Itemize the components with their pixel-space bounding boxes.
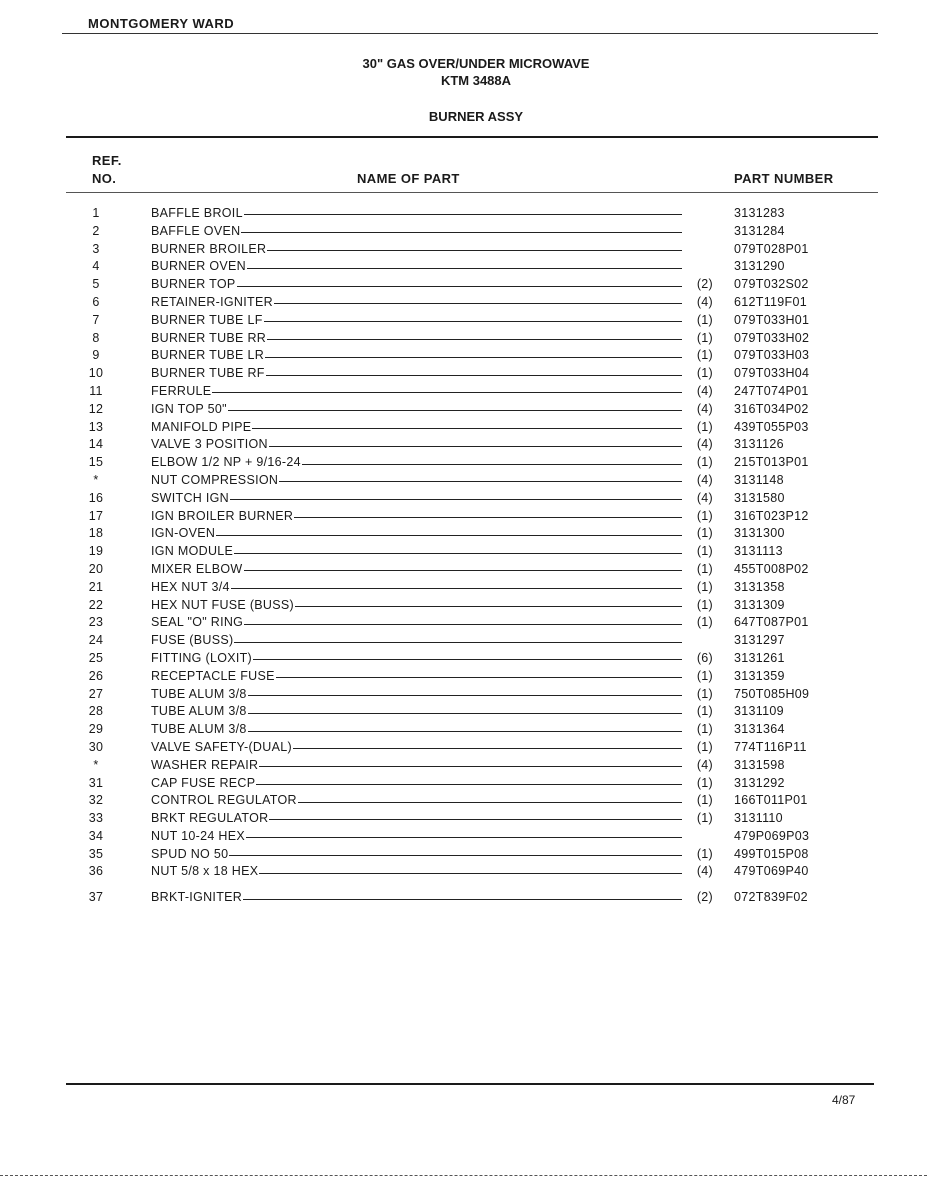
- part-name-cell: [151, 739, 713, 757]
- part-name-cell: [151, 792, 713, 810]
- leader-line: [269, 446, 682, 447]
- ref-number: 1: [92, 206, 100, 220]
- table-row: [0, 668, 927, 686]
- ref-number: 11: [89, 383, 103, 398]
- ref-number: 27: [88, 686, 104, 701]
- part-name-cell: [151, 889, 713, 907]
- table-row: [0, 454, 927, 472]
- column-header-part-number: PART NUMBER: [734, 171, 834, 186]
- part-name: RECEPTACLE FUSE: [151, 668, 275, 683]
- leader-line: [248, 695, 682, 696]
- table-top-rule: [66, 136, 878, 138]
- part-name-cell: [151, 775, 713, 793]
- table-row: [0, 258, 927, 276]
- part-name-cell: [151, 597, 713, 615]
- table-row: [0, 757, 927, 775]
- table-row: [0, 686, 927, 704]
- table-row: [0, 632, 927, 650]
- part-number: 3131283: [734, 206, 785, 220]
- ref-number: 34: [88, 828, 104, 843]
- table-row: [0, 703, 927, 721]
- quantity: (4): [696, 490, 713, 505]
- leader-line: [264, 321, 682, 322]
- quantity: (1): [696, 561, 713, 576]
- leader-line: [241, 232, 682, 233]
- leader-line: [295, 606, 682, 607]
- part-name-cell: [151, 312, 713, 330]
- table-row: [0, 561, 927, 579]
- quantity: (1): [696, 597, 713, 612]
- leader-line: [246, 837, 682, 838]
- table-row: [0, 312, 927, 330]
- ref-number: 15: [88, 455, 104, 470]
- quantity: (4): [696, 864, 713, 879]
- part-number: 3131358: [734, 579, 785, 594]
- part-number: 3131300: [734, 526, 785, 541]
- part-number: 3131364: [734, 722, 785, 737]
- part-number: 3131126: [734, 437, 784, 452]
- part-number: 079T033H04: [734, 366, 810, 381]
- part-number: 247T074P01: [734, 383, 809, 398]
- leader-line: [265, 357, 682, 358]
- page-edge-rule: [0, 1175, 927, 1176]
- part-number: 072T839F02: [734, 890, 808, 905]
- part-number: 079T032S02: [734, 277, 809, 292]
- part-name: FUSE (BUSS): [151, 633, 234, 648]
- part-name-cell: [151, 241, 713, 259]
- leader-line: [274, 303, 682, 304]
- quantity: (1): [696, 366, 713, 381]
- ref-number: 4: [92, 259, 100, 274]
- part-name-cell: [151, 508, 713, 526]
- leader-line: [248, 713, 682, 714]
- part-name: BURNER BROILER: [151, 241, 267, 256]
- ref-number: 22: [88, 597, 104, 612]
- part-name: IGN BROILER BURNER: [151, 508, 294, 523]
- table-row: [0, 383, 927, 401]
- part-name-cell: [151, 294, 713, 312]
- quantity: (1): [696, 348, 713, 363]
- section-title: BURNER ASSY: [428, 109, 524, 124]
- part-name-cell: [151, 668, 713, 686]
- part-name: BURNER TUBE RR: [151, 330, 267, 345]
- part-name-cell: [151, 579, 713, 597]
- part-number: 750T085H09: [734, 686, 810, 701]
- table-row: [0, 508, 927, 526]
- table-row: [0, 205, 927, 223]
- part-name-cell: [151, 810, 713, 828]
- column-header-ref-line1: REF.: [92, 153, 122, 168]
- table-row: [0, 889, 927, 907]
- part-name-cell: [151, 347, 713, 365]
- table-row: [0, 810, 927, 828]
- part-name: BURNER OVEN: [151, 259, 246, 274]
- table-row: [0, 525, 927, 543]
- table-row: [0, 792, 927, 810]
- quantity: (1): [696, 312, 713, 327]
- brand-name: MONTGOMERY WARD: [88, 16, 235, 31]
- leader-line: [247, 268, 682, 269]
- ref-number: 30: [88, 739, 104, 754]
- part-number: 499T015P08: [734, 846, 809, 861]
- ref-number: 7: [92, 312, 100, 327]
- quantity: (1): [696, 739, 713, 754]
- part-name-cell: [151, 721, 713, 739]
- ref-number: 29: [88, 722, 104, 737]
- leader-line: [279, 481, 682, 482]
- part-number: 647T087P01: [734, 615, 809, 630]
- leader-line: [228, 410, 682, 411]
- part-name-cell: [151, 703, 713, 721]
- part-name-cell: [151, 472, 713, 490]
- ref-number: 5: [92, 277, 100, 292]
- quantity: (2): [696, 890, 713, 905]
- leader-line: [256, 784, 682, 785]
- part-name: TUBE ALUM 3/8: [151, 704, 247, 719]
- quantity: (4): [696, 294, 713, 309]
- part-number: 439T055P03: [734, 419, 809, 434]
- leader-line: [248, 731, 682, 732]
- leader-line: [230, 499, 682, 500]
- part-name: HEX NUT FUSE (BUSS): [151, 597, 294, 612]
- part-number: 3131284: [734, 223, 785, 238]
- quantity: (4): [696, 383, 713, 398]
- table-row: [0, 436, 927, 454]
- part-name-cell: [151, 650, 713, 668]
- quantity: (1): [696, 793, 713, 808]
- table-row: [0, 650, 927, 668]
- ref-number: 10: [88, 366, 104, 381]
- ref-number: 28: [88, 704, 104, 719]
- ref-number: 33: [88, 811, 104, 826]
- part-name-cell: [151, 757, 713, 775]
- part-name: IGN MODULE: [151, 544, 234, 559]
- table-row: [0, 597, 927, 615]
- table-row: [0, 739, 927, 757]
- part-name: IGN-OVEN: [151, 526, 216, 541]
- part-name: BRKT REGULATOR: [151, 811, 269, 826]
- ref-number: *: [93, 757, 99, 772]
- part-name: TUBE ALUM 3/8: [151, 722, 247, 737]
- quantity: (1): [696, 704, 713, 719]
- part-number: 479P069P03: [734, 828, 810, 843]
- leader-line: [302, 464, 682, 465]
- part-number: 455T008P02: [734, 561, 809, 576]
- leader-line: [244, 624, 682, 625]
- table-row: [0, 347, 927, 365]
- leader-line: [267, 250, 682, 251]
- table-row: [0, 490, 927, 508]
- part-number: 3131110: [734, 811, 783, 826]
- part-number: 3131598: [734, 757, 785, 772]
- part-name: NUT COMPRESSION: [151, 472, 279, 487]
- leader-line: [237, 286, 682, 287]
- column-header-name: NAME OF PART: [357, 171, 460, 186]
- ref-number: 36: [88, 864, 104, 879]
- part-name-cell: [151, 276, 713, 294]
- part-number: 3131109: [734, 704, 784, 719]
- leader-line: [269, 819, 682, 820]
- quantity: (1): [696, 419, 713, 434]
- part-number: 079T033H01: [734, 312, 810, 327]
- part-number: 774T116P11: [734, 739, 807, 754]
- ref-number: 17: [88, 508, 104, 523]
- part-name-cell: [151, 419, 713, 437]
- quantity: (4): [696, 472, 713, 487]
- ref-number: 35: [88, 846, 104, 861]
- part-name: VALVE SAFETY-(DUAL): [151, 739, 292, 754]
- quantity: (1): [696, 579, 713, 594]
- quantity: (4): [696, 757, 713, 772]
- part-name: BAFFLE OVEN: [151, 223, 241, 238]
- part-name-cell: [151, 383, 713, 401]
- quantity: (1): [696, 846, 713, 861]
- part-name: FITTING (LOXIT): [151, 650, 253, 665]
- quantity: (1): [696, 615, 713, 630]
- table-row: [0, 828, 927, 846]
- part-number: 079T033H02: [734, 330, 810, 345]
- ref-number: 24: [88, 633, 104, 648]
- ref-number: 2: [92, 223, 100, 238]
- part-name: BURNER TOP: [151, 277, 236, 292]
- table-row: [0, 614, 927, 632]
- quantity: (4): [696, 401, 713, 416]
- document-title: 30" GAS OVER/UNDER MICROWAVE: [362, 56, 590, 71]
- table-row: [0, 276, 927, 294]
- leader-line: [234, 642, 682, 643]
- ref-number: 9: [92, 348, 100, 363]
- leader-line: [253, 659, 682, 660]
- leader-line: [244, 570, 682, 571]
- table-row: [0, 543, 927, 561]
- leader-line: [298, 802, 682, 803]
- part-number: 3131580: [734, 490, 785, 505]
- ref-number: 16: [88, 490, 104, 505]
- part-name-cell: [151, 490, 713, 508]
- part-name: MANIFOLD PIPE: [151, 419, 252, 434]
- ref-number: 37: [88, 890, 104, 905]
- leader-line: [259, 873, 682, 874]
- part-name-cell: [151, 828, 713, 846]
- part-number: 3131113: [734, 544, 783, 559]
- part-name: BURNER TUBE RF: [151, 366, 265, 381]
- ref-number: *: [93, 472, 99, 487]
- part-name: SWITCH IGN: [151, 490, 229, 505]
- leader-line: [244, 214, 682, 215]
- table-row: [0, 846, 927, 864]
- part-name-cell: [151, 686, 713, 704]
- part-name: BURNER TUBE LR: [151, 348, 265, 363]
- ref-number: 23: [88, 615, 104, 630]
- quantity: (1): [696, 775, 713, 790]
- leader-line: [252, 428, 682, 429]
- part-name-cell: [151, 223, 713, 241]
- part-name-cell: [151, 632, 713, 650]
- part-name: MIXER ELBOW: [151, 561, 243, 576]
- ref-number: 3: [92, 241, 100, 256]
- part-name-cell: [151, 525, 713, 543]
- part-name: SEAL "O" RING: [151, 615, 244, 630]
- footer-rule: [66, 1083, 874, 1085]
- table-row: [0, 721, 927, 739]
- part-name: FERRULE: [151, 383, 212, 398]
- part-name-cell: [151, 543, 713, 561]
- ref-number: 8: [92, 330, 100, 345]
- leader-line: [231, 588, 682, 589]
- part-number: 479T069P40: [734, 864, 809, 879]
- quantity: (2): [696, 277, 713, 292]
- quantity: (4): [696, 437, 713, 452]
- quantity: (1): [696, 668, 713, 683]
- ref-number: 31: [88, 775, 104, 790]
- ref-number: 12: [88, 401, 104, 416]
- leader-line: [294, 517, 682, 518]
- part-name-cell: [151, 614, 713, 632]
- part-name: HEX NUT 3/4: [151, 579, 230, 594]
- table-row: [0, 330, 927, 348]
- part-name-cell: [151, 258, 713, 276]
- model-number: KTM 3488A: [440, 73, 512, 88]
- part-number: 3131148: [734, 472, 784, 487]
- ref-number: 26: [88, 668, 104, 683]
- quantity: (6): [696, 650, 713, 665]
- table-header-rule: [66, 192, 878, 193]
- leader-line: [266, 375, 682, 376]
- table-row: [0, 472, 927, 490]
- leader-line: [293, 748, 682, 749]
- part-number: 3131309: [734, 597, 785, 612]
- ref-number: 18: [88, 526, 104, 541]
- part-number: 079T028P01: [734, 241, 809, 256]
- parts-list: [0, 205, 927, 907]
- part-name-cell: [151, 205, 713, 223]
- part-name: BURNER TUBE LF: [151, 312, 263, 327]
- column-header-ref-line2: NO.: [92, 171, 117, 186]
- part-name: BAFFLE BROIL: [151, 206, 243, 220]
- part-name: ELBOW 1/2 NP + 9/16-24: [151, 455, 301, 470]
- header-rule: [62, 33, 878, 34]
- revision-date: 4/87: [832, 1093, 856, 1107]
- part-number: 3131292: [734, 775, 785, 790]
- part-name-cell: [151, 454, 713, 472]
- part-name: CAP FUSE RECP: [151, 775, 256, 790]
- leader-line: [276, 677, 682, 678]
- ref-number: 19: [88, 544, 104, 559]
- part-name-cell: [151, 330, 713, 348]
- part-number: 3131290: [734, 259, 785, 274]
- table-row: [0, 401, 927, 419]
- part-name: VALVE 3 POSITION: [151, 437, 268, 452]
- table-row: [0, 365, 927, 383]
- table-row: [0, 579, 927, 597]
- leader-line: [212, 392, 682, 393]
- part-name: TUBE ALUM 3/8: [151, 686, 247, 701]
- ref-number: 32: [88, 793, 104, 808]
- quantity: (1): [696, 526, 713, 541]
- table-row: [0, 294, 927, 312]
- quantity: (1): [696, 508, 713, 523]
- table-row: [0, 419, 927, 437]
- part-name: SPUD NO 50: [151, 846, 229, 861]
- part-number: 166T011P01: [734, 793, 808, 808]
- part-number: 079T033H03: [734, 348, 810, 363]
- quantity: (1): [696, 330, 713, 345]
- part-name-cell: [151, 436, 713, 454]
- part-number: 316T034P02: [734, 401, 809, 416]
- part-name: NUT 5/8 x 18 HEX: [151, 864, 259, 879]
- part-number: 316T023P12: [734, 508, 809, 523]
- ref-number: 13: [88, 419, 104, 434]
- quantity: (1): [696, 722, 713, 737]
- quantity: (1): [696, 686, 713, 701]
- table-row: [0, 775, 927, 793]
- part-name-cell: [151, 561, 713, 579]
- leader-line: [234, 553, 682, 554]
- table-row: [0, 223, 927, 241]
- part-name-cell: [151, 863, 713, 881]
- ref-number: 20: [88, 561, 104, 576]
- part-name: IGN TOP 50": [151, 401, 227, 416]
- part-name: WASHER REPAIR: [151, 757, 259, 772]
- part-number: 3131261: [734, 650, 785, 665]
- part-name: NUT 10-24 HEX: [151, 828, 245, 843]
- leader-line: [229, 855, 682, 856]
- part-number: 612T119F01: [734, 294, 807, 309]
- table-row: [0, 241, 927, 259]
- part-name: BRKT-IGNITER: [151, 890, 243, 905]
- ref-number: 21: [88, 579, 104, 594]
- quantity: (1): [696, 455, 713, 470]
- part-name-cell: [151, 846, 713, 864]
- part-number: 3131297: [734, 633, 785, 648]
- ref-number: 6: [92, 294, 100, 309]
- quantity: (1): [696, 811, 713, 826]
- quantity: (1): [696, 544, 713, 559]
- leader-line: [243, 899, 682, 900]
- part-name: CONTROL REGULATOR: [151, 793, 297, 808]
- part-name: RETAINER-IGNITER: [151, 294, 273, 309]
- ref-number: 25: [88, 650, 104, 665]
- part-name-cell: [151, 365, 713, 383]
- part-name-cell: [151, 401, 713, 419]
- ref-number: 14: [88, 437, 104, 452]
- part-number: 215T013P01: [734, 455, 809, 470]
- leader-line: [267, 339, 682, 340]
- table-row: [0, 863, 927, 881]
- leader-line: [216, 535, 682, 536]
- part-number: 3131359: [734, 668, 785, 683]
- leader-line: [259, 766, 682, 767]
